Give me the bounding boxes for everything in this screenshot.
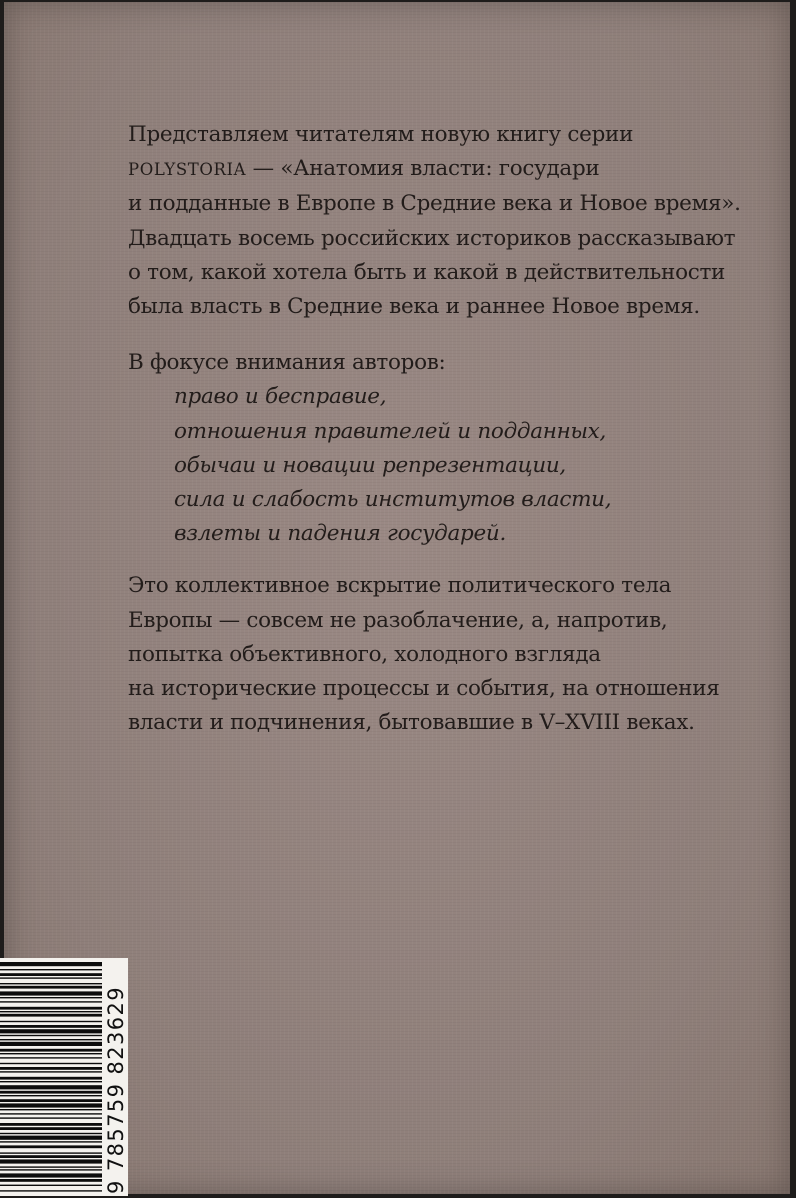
focus-item: право и бесправие,: [174, 384, 387, 410]
barcode-bar: [0, 1049, 102, 1052]
closing-line: попытка объективного, холодного взгляда: [128, 641, 601, 667]
barcode-bar: [0, 1169, 102, 1170]
barcode-bar: [0, 1007, 102, 1010]
book-title-text: — «Анатомия власти: государи: [246, 156, 600, 182]
barcode-bar: [0, 977, 102, 978]
barcode-bar: [0, 973, 102, 976]
barcode-bar: [0, 1021, 102, 1022]
barcode-bar: [0, 1042, 102, 1046]
barcode-bar: [0, 969, 102, 970]
barcode-bar: [0, 1011, 102, 1012]
barcode-bar: [0, 1103, 102, 1107]
closing-line: на исторические процессы и события, на отношения: [128, 676, 720, 702]
barcode-bar: [0, 1166, 102, 1167]
closing-paragraph: [128, 569, 758, 740]
barcode-bar: [0, 983, 102, 984]
intro-line: Двадцать восемь российских историков рассказывают: [128, 225, 736, 251]
barcode-bar: [0, 991, 102, 995]
barcode-bar: [0, 1117, 102, 1118]
intro-line: и подданные в Европе в Средние века и Новое время».: [128, 191, 741, 217]
closing-line: Это коллективное вскрытие политического тела: [128, 573, 672, 599]
barcode-bar: [0, 1127, 102, 1130]
intro-line: была власть в Средние века и раннее Новое время.: [128, 294, 700, 320]
barcode-bar: [0, 1152, 102, 1153]
barcode-bar: [0, 1095, 102, 1096]
barcode-bar: [0, 1063, 102, 1064]
barcode-bar: [0, 1179, 102, 1182]
intro-line: о том, какой хотела быть и какой в действительности: [128, 259, 726, 285]
closing-line: власти и подчинения, бытовавшие в V–XVIII веках.: [128, 710, 695, 736]
series-name: POLYSTORIA: [128, 160, 247, 180]
isbn-number: 9 785759 823629: [104, 985, 128, 1194]
barcode-bar: [0, 1190, 102, 1191]
barcode-bar: [0, 1141, 102, 1142]
barcode-bar: [0, 1014, 102, 1017]
barcode-bar: [0, 1123, 102, 1126]
focus-item: отношения правителей и подданных,: [174, 418, 607, 444]
focus-item: сила и слабость институтов власти,: [174, 487, 612, 513]
barcode-bar: [0, 1133, 102, 1134]
barcode-bar: [0, 1085, 102, 1089]
barcode-bar: [0, 1001, 102, 1002]
barcode-bar: [0, 1025, 102, 1028]
barcode-bar: [0, 1099, 102, 1102]
intro-paragraph: [128, 118, 758, 324]
barcode-bar: [0, 1145, 102, 1148]
focus-item: обычаи и новации репрезентации,: [174, 452, 566, 478]
barcode-bar: [0, 986, 102, 989]
intro-line: Представляем читателям новую книгу серии: [128, 122, 634, 147]
barcode-bar: [0, 1091, 102, 1094]
barcode-bar: [0, 1173, 102, 1177]
focus-list: [128, 380, 758, 551]
barcode-bar: [0, 1155, 102, 1158]
barcode-bar: [0, 997, 102, 998]
barcode-bar: [0, 1053, 102, 1054]
barcode-bar: [0, 1067, 102, 1070]
intro-line: [128, 152, 758, 187]
barcode-bar: [0, 1136, 102, 1140]
focus-item: взлеты и падения государей.: [174, 521, 506, 547]
barcode-bar: [0, 1159, 102, 1163]
barcode-bar: [0, 1113, 102, 1114]
focus-heading: В фокусе внимания авторов:: [128, 350, 446, 376]
cover-text: [128, 118, 758, 740]
barcode-bar: [0, 1185, 102, 1186]
barcode-bar: [0, 1035, 102, 1036]
barcode-bar: [0, 1081, 102, 1082]
barcode-bar: [0, 1039, 102, 1040]
barcode-bar: [0, 1029, 102, 1033]
barcode-bar: [0, 1109, 102, 1110]
barcode-bar: [0, 1071, 102, 1072]
closing-line: Европы — совсем не разоблачение, а, напротив,: [128, 607, 668, 633]
barcode-bar: [0, 962, 102, 966]
focus-paragraph: [128, 346, 758, 380]
barcode-bar: [0, 1077, 102, 1080]
barcode-bar: [0, 1057, 102, 1058]
